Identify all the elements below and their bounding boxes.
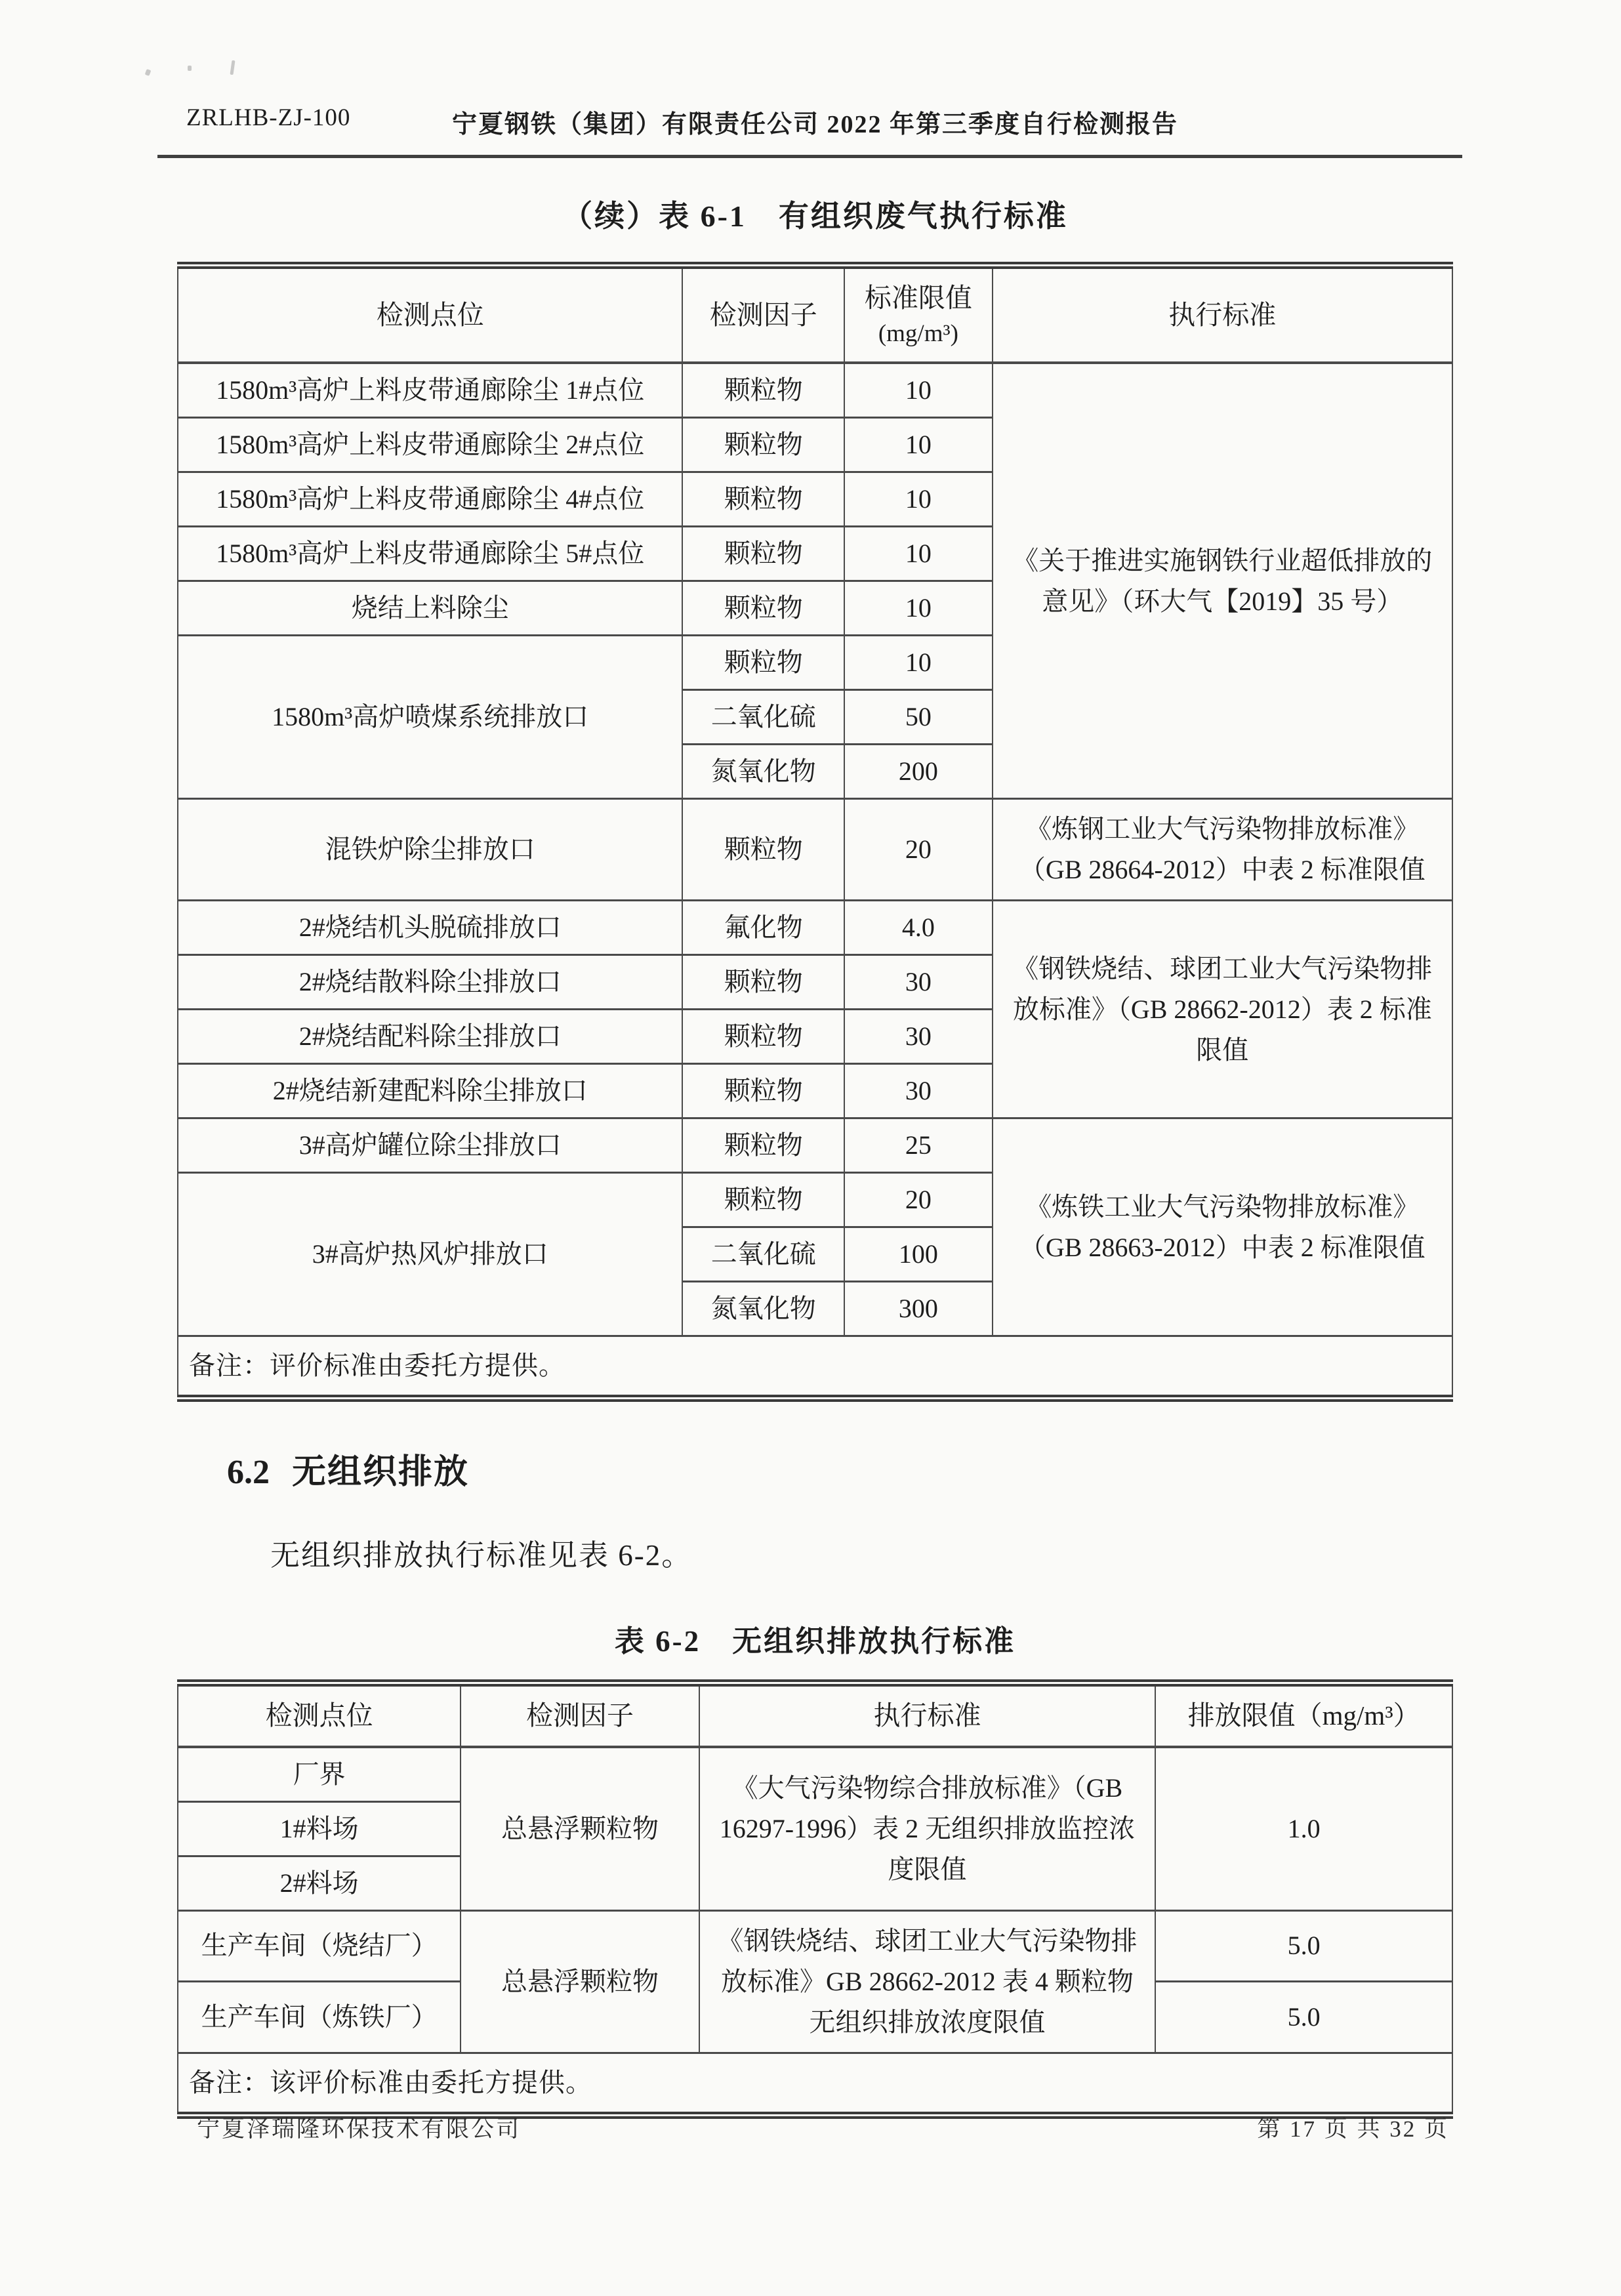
scan-artifact: [145, 69, 152, 76]
factor-cell: 颗粒物: [682, 1064, 844, 1118]
factor-cell: 颗粒物: [682, 527, 844, 581]
point-cell: 厂界: [178, 1747, 461, 1802]
point-cell: 3#高炉热风炉排放口: [178, 1173, 682, 1336]
table2-col-limit: 排放限值（mg/m³）: [1155, 1683, 1452, 1747]
limit-cell: 20: [844, 1173, 992, 1227]
section-6-2-intro: 无组织排放执行标准见表 6-2。: [270, 1539, 693, 1572]
table2-col-standard: 执行标准: [699, 1683, 1156, 1747]
note-cell: 备注：评价标准由委托方提供。: [178, 1336, 1452, 1399]
table2-fugitive-emission-standards: [177, 1679, 1453, 2118]
page-footer: [197, 2111, 1449, 2144]
factor-cell: 二氧化硫: [682, 690, 844, 745]
standard-cell: 《炼铁工业大气污染物排放标准》（GB 28663-2012）中表 2 标准限值: [993, 1118, 1452, 1336]
limit-cell: 10: [844, 472, 992, 527]
limit-cell: 10: [844, 527, 992, 581]
doc-code: ZRLHB-ZJ-100: [186, 104, 351, 131]
limit-cell: 4.0: [844, 901, 992, 955]
table1-col-limit: [844, 266, 992, 363]
factor-cell: 总悬浮颗粒物: [461, 1910, 699, 2053]
limit-cell: 20: [844, 799, 992, 901]
table2-col-point: 检测点位: [178, 1683, 461, 1747]
factor-cell: 二氧化硫: [682, 1227, 844, 1282]
table-row: [178, 1747, 1452, 1802]
limit-cell: 5.0: [1155, 1982, 1452, 2053]
limit-cell: 10: [844, 636, 992, 690]
table1-note-row: [178, 1336, 1452, 1399]
point-cell: 1580m³高炉上料皮带通廊除尘 1#点位: [178, 363, 682, 418]
footer-company: 宁夏泽瑞隆环保技术有限公司: [197, 2116, 522, 2142]
table-row: [178, 901, 1452, 955]
table2-note-row: [178, 2053, 1452, 2115]
table-row: [178, 1118, 1452, 1173]
factor-cell: 颗粒物: [682, 1173, 844, 1227]
factor-cell: 氮氧化物: [682, 745, 844, 799]
point-cell: 生产车间（烧结厂）: [178, 1910, 461, 1982]
limit-cell: 200: [844, 745, 992, 799]
factor-cell: 颗粒物: [682, 418, 844, 472]
factor-cell: 颗粒物: [682, 799, 844, 901]
standard-cell: 《大气污染物综合排放标准》（GB 16297-1996）表 2 无组织排放监控浓度限值: [699, 1747, 1156, 1911]
point-cell: 烧结上料除尘: [178, 581, 682, 636]
table2-col-factor: 检测因子: [461, 1683, 699, 1747]
document-header: [177, 0, 1453, 140]
limit-cell: 25: [844, 1118, 992, 1173]
factor-cell: 氮氧化物: [682, 1282, 844, 1336]
point-cell: 1580m³高炉上料皮带通廊除尘 2#点位: [178, 418, 682, 472]
standard-cell: 《炼钢工业大气污染物排放标准》（GB 28664-2012）中表 2 标准限值: [993, 799, 1452, 901]
limit-cell: 30: [844, 1064, 992, 1118]
table-row: [178, 799, 1452, 901]
section-6-2-heading: [227, 1444, 1453, 1493]
factor-cell: 颗粒物: [682, 472, 844, 527]
limit-cell: 30: [844, 1010, 992, 1064]
section-title: 无组织排放: [292, 1454, 470, 1492]
note-cell: 备注：该评价标准由委托方提供。: [178, 2053, 1452, 2115]
table1-caption: （续）表 6-1 有组织废气执行标准: [562, 199, 1068, 233]
limit-cell: 1.0: [1155, 1747, 1452, 1911]
table-row: [178, 1910, 1452, 1982]
factor-cell: 颗粒物: [682, 1010, 844, 1064]
doc-title: 宁夏钢铁（集团）有限责任公司 2022 年第三季度自行检测报告: [451, 111, 1178, 138]
point-cell: 2#烧结新建配料除尘排放口: [178, 1064, 682, 1118]
factor-cell: 颗粒物: [682, 363, 844, 418]
table1-col-point: 检测点位: [178, 266, 682, 363]
factor-cell: 颗粒物: [682, 955, 844, 1010]
limit-cell: 300: [844, 1282, 992, 1336]
point-cell: 混铁炉除尘排放口: [178, 799, 682, 901]
factor-cell: 总悬浮颗粒物: [461, 1747, 699, 1911]
factor-cell: 颗粒物: [682, 581, 844, 636]
factor-cell: 颗粒物: [682, 636, 844, 690]
limit-cell: 100: [844, 1227, 992, 1282]
standard-cell: 《钢铁烧结、球团工业大气污染物排放标准》GB 28662-2012 表 4 颗粒物无组织排放浓度限值: [699, 1910, 1156, 2053]
standard-cell: 《钢铁烧结、球团工业大气污染物排放标准》（GB 28662-2012）表 2 标准限值: [993, 901, 1452, 1118]
point-cell: 2#料场: [178, 1856, 461, 1910]
point-cell: 2#烧结配料除尘排放口: [178, 1010, 682, 1064]
point-cell: 2#烧结散料除尘排放口: [178, 955, 682, 1010]
limit-cell: 30: [844, 955, 992, 1010]
point-cell: 1#料场: [178, 1801, 461, 1856]
table2-header-row: [178, 1683, 1452, 1747]
limit-cell: 10: [844, 418, 992, 472]
table1-col-limit-unit: (mg/m³): [878, 320, 958, 348]
page: [177, 0, 1453, 2119]
table-row: [178, 363, 1452, 418]
factor-cell: 氟化物: [682, 901, 844, 955]
table2-caption: 表 6-2 无组织排放执行标准: [614, 1625, 1016, 1658]
limit-cell: 10: [844, 363, 992, 418]
factor-cell: 颗粒物: [682, 1118, 844, 1173]
header-rule: [157, 155, 1462, 158]
point-cell: 2#烧结机头脱硫排放口: [178, 901, 682, 955]
limit-cell: 5.0: [1155, 1910, 1452, 1982]
table1-col-standard: 执行标准: [993, 266, 1452, 363]
standard-cell: 《关于推进实施钢铁行业超低排放的意见》（环大气【2019】35 号）: [993, 363, 1452, 799]
table1-organized-waste-gas-standards: [177, 262, 1453, 1402]
table1-header-row: [178, 266, 1452, 363]
section-number: 6.2: [227, 1454, 270, 1492]
table1-col-limit-label: 标准限值: [864, 283, 972, 313]
point-cell: 1580m³高炉上料皮带通廊除尘 4#点位: [178, 472, 682, 527]
point-cell: 生产车间（炼铁厂）: [178, 1982, 461, 2053]
point-cell: 1580m³高炉上料皮带通廊除尘 5#点位: [178, 527, 682, 581]
table1-col-factor: 检测因子: [682, 266, 844, 363]
point-cell: 1580m³高炉喷煤系统排放口: [178, 636, 682, 799]
limit-cell: 50: [844, 690, 992, 745]
point-cell: 3#高炉罐位除尘排放口: [178, 1118, 682, 1173]
footer-page-number: 第 17 页 共 32 页: [1257, 2116, 1449, 2142]
limit-cell: 10: [844, 581, 992, 636]
